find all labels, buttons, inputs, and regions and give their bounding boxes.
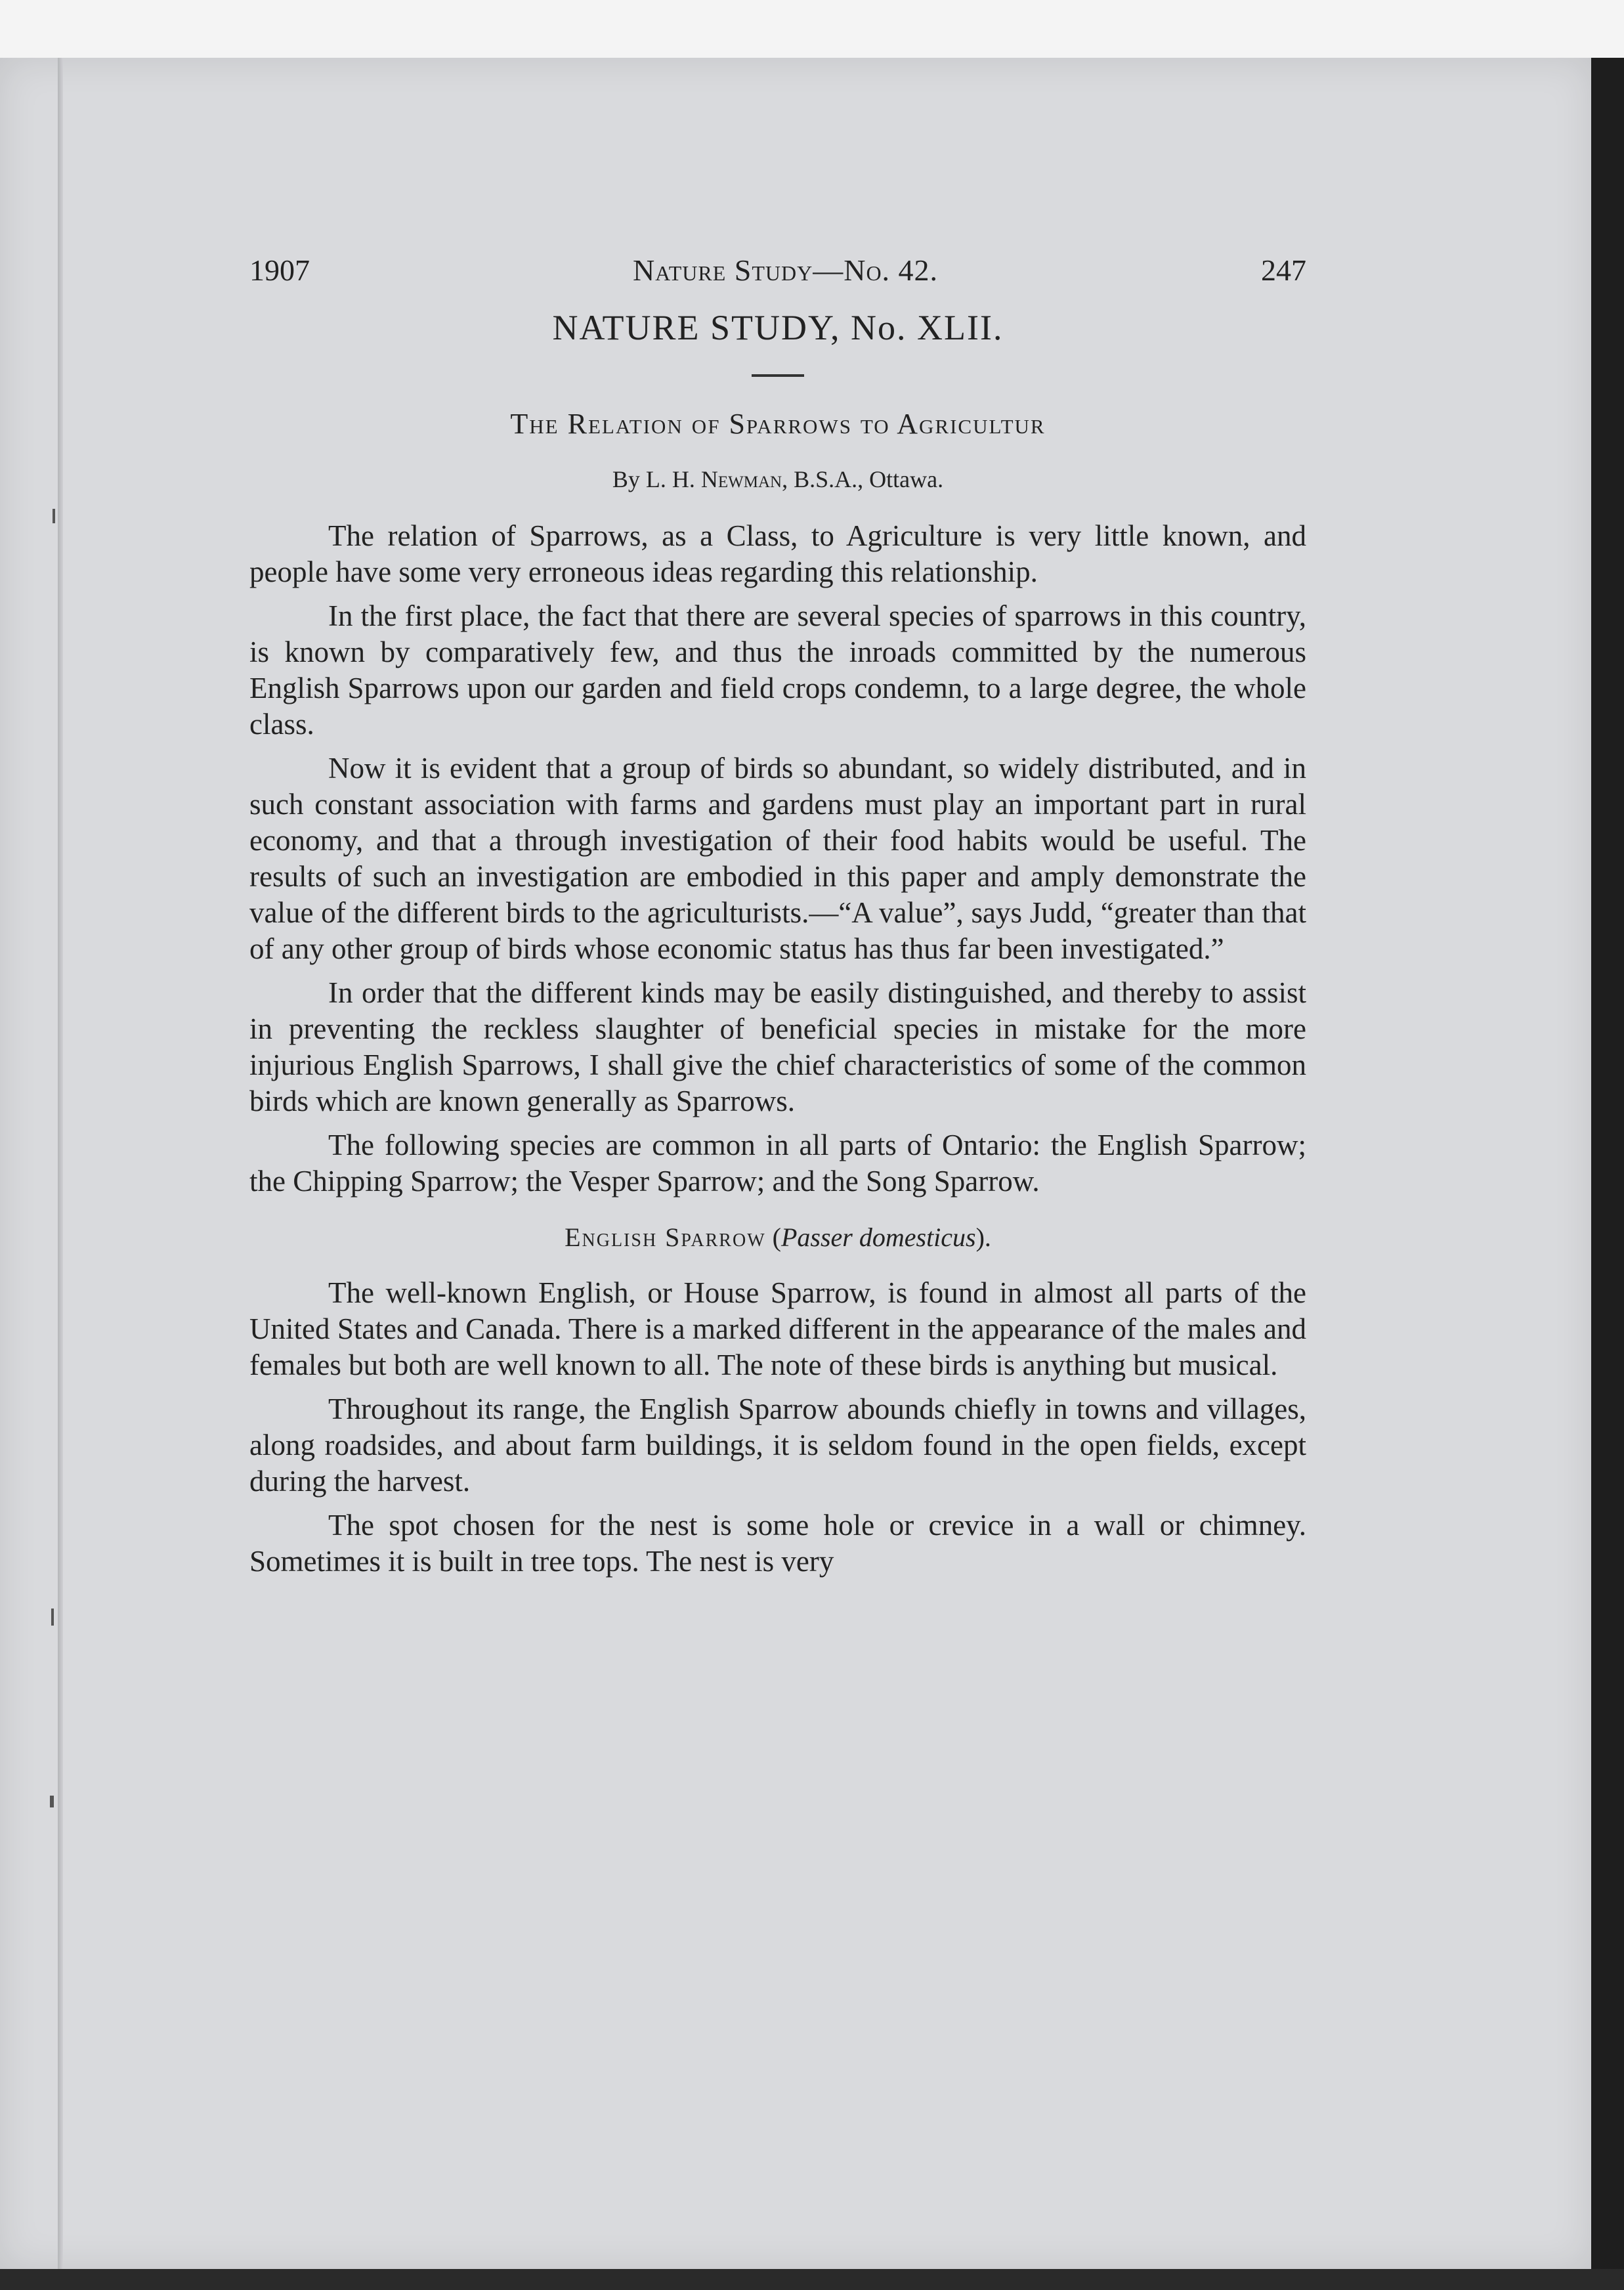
byline [249,465,1306,493]
margin-speck [53,509,55,523]
paragraph: The spot chosen for the nest is some hole or crevice in a wall or chimney. Sometimes it is built in tree tops. The nest is very [249,1509,1306,1578]
paragraph: The well-known English, or House Sparrow, is found in almost all parts of the United States and Canada. There is a marked different in the appearance of the males and females but both are well known to all. The note of these birds is anything but musical. [249,1276,1306,1381]
margin-speck [50,1796,54,1807]
paragraph: The following species are common in all parts of Ontario: the English Sparrow; the Chipping Sparrow; the Vesper Sparrow; and the Song Sparrow. [249,1129,1306,1198]
latin-open: ( [772,1222,781,1252]
title-rule [752,374,804,377]
article-title: NATURE STUDY, No. XLII. [552,308,1004,347]
paragraph: The relation of Sparrows, as a Class, to Agriculture is very little known, and people have some very erroneous ideas regarding this relationship. [249,519,1306,588]
page-number: 247 [1261,253,1306,287]
header-year: 1907 [249,253,310,287]
margin-speck [51,1609,54,1626]
section-heading [249,1222,1306,1253]
latin-name: Passer domesticus [780,1222,976,1252]
section-heading-text: English Sparrow [565,1222,766,1252]
page-gutter [58,58,63,2269]
scan-bottom-edge [0,2269,1624,2290]
paragraph: In the first place, the fact that there are several species of sparrows in this country, is known by comparatively few, and thus the inroads committed by the numerous English Sparrows upon our garden and field crops condemn, to a large degree, the whole class. [249,599,1306,741]
page-content [249,253,1306,1588]
paragraph: Throughout its range, the English Sparrow abounds chiefly in towns and villages, along roadsides, and about farm buildings, it is seldom found in the open fields, except during the harvest. [249,1393,1306,1498]
scan-top-margin [0,0,1624,58]
paragraph: Now it is evident that a group of birds so abundant, so widely distributed, and in such constant association with farms and gardens must play an important part in rural economy, and that a through investigation of their food habits would be useful. The results of such an investigation are embodied in this paper and amply demonstrate the value of the different birds to the agriculturists.—“A value”, says Judd, “greater than that of any other group of birds whose economic status has thus far been investigated.” [249,752,1306,965]
byline-prefix: By L. H. [612,466,695,492]
byline-suffix: , B.S.A., Ottawa. [782,466,944,492]
running-head [249,253,1306,288]
latin-close: ). [975,1222,991,1252]
byline-name: Newman [700,466,782,492]
scan-right-edge [1591,58,1624,2290]
running-title: Nature Study—No. 42. [632,253,939,287]
paragraph: In order that the different kinds may be easily distinguished, and thereby to assist in preventing the reckless slaughter of beneficial species in mistake for the more injurious English Sparrows, I shall give the chief characteristics of some of the common birds which are known generally as Sparrows. [249,976,1306,1117]
article-subtitle: The Relation of Sparrows to Agricultur [510,408,1046,440]
